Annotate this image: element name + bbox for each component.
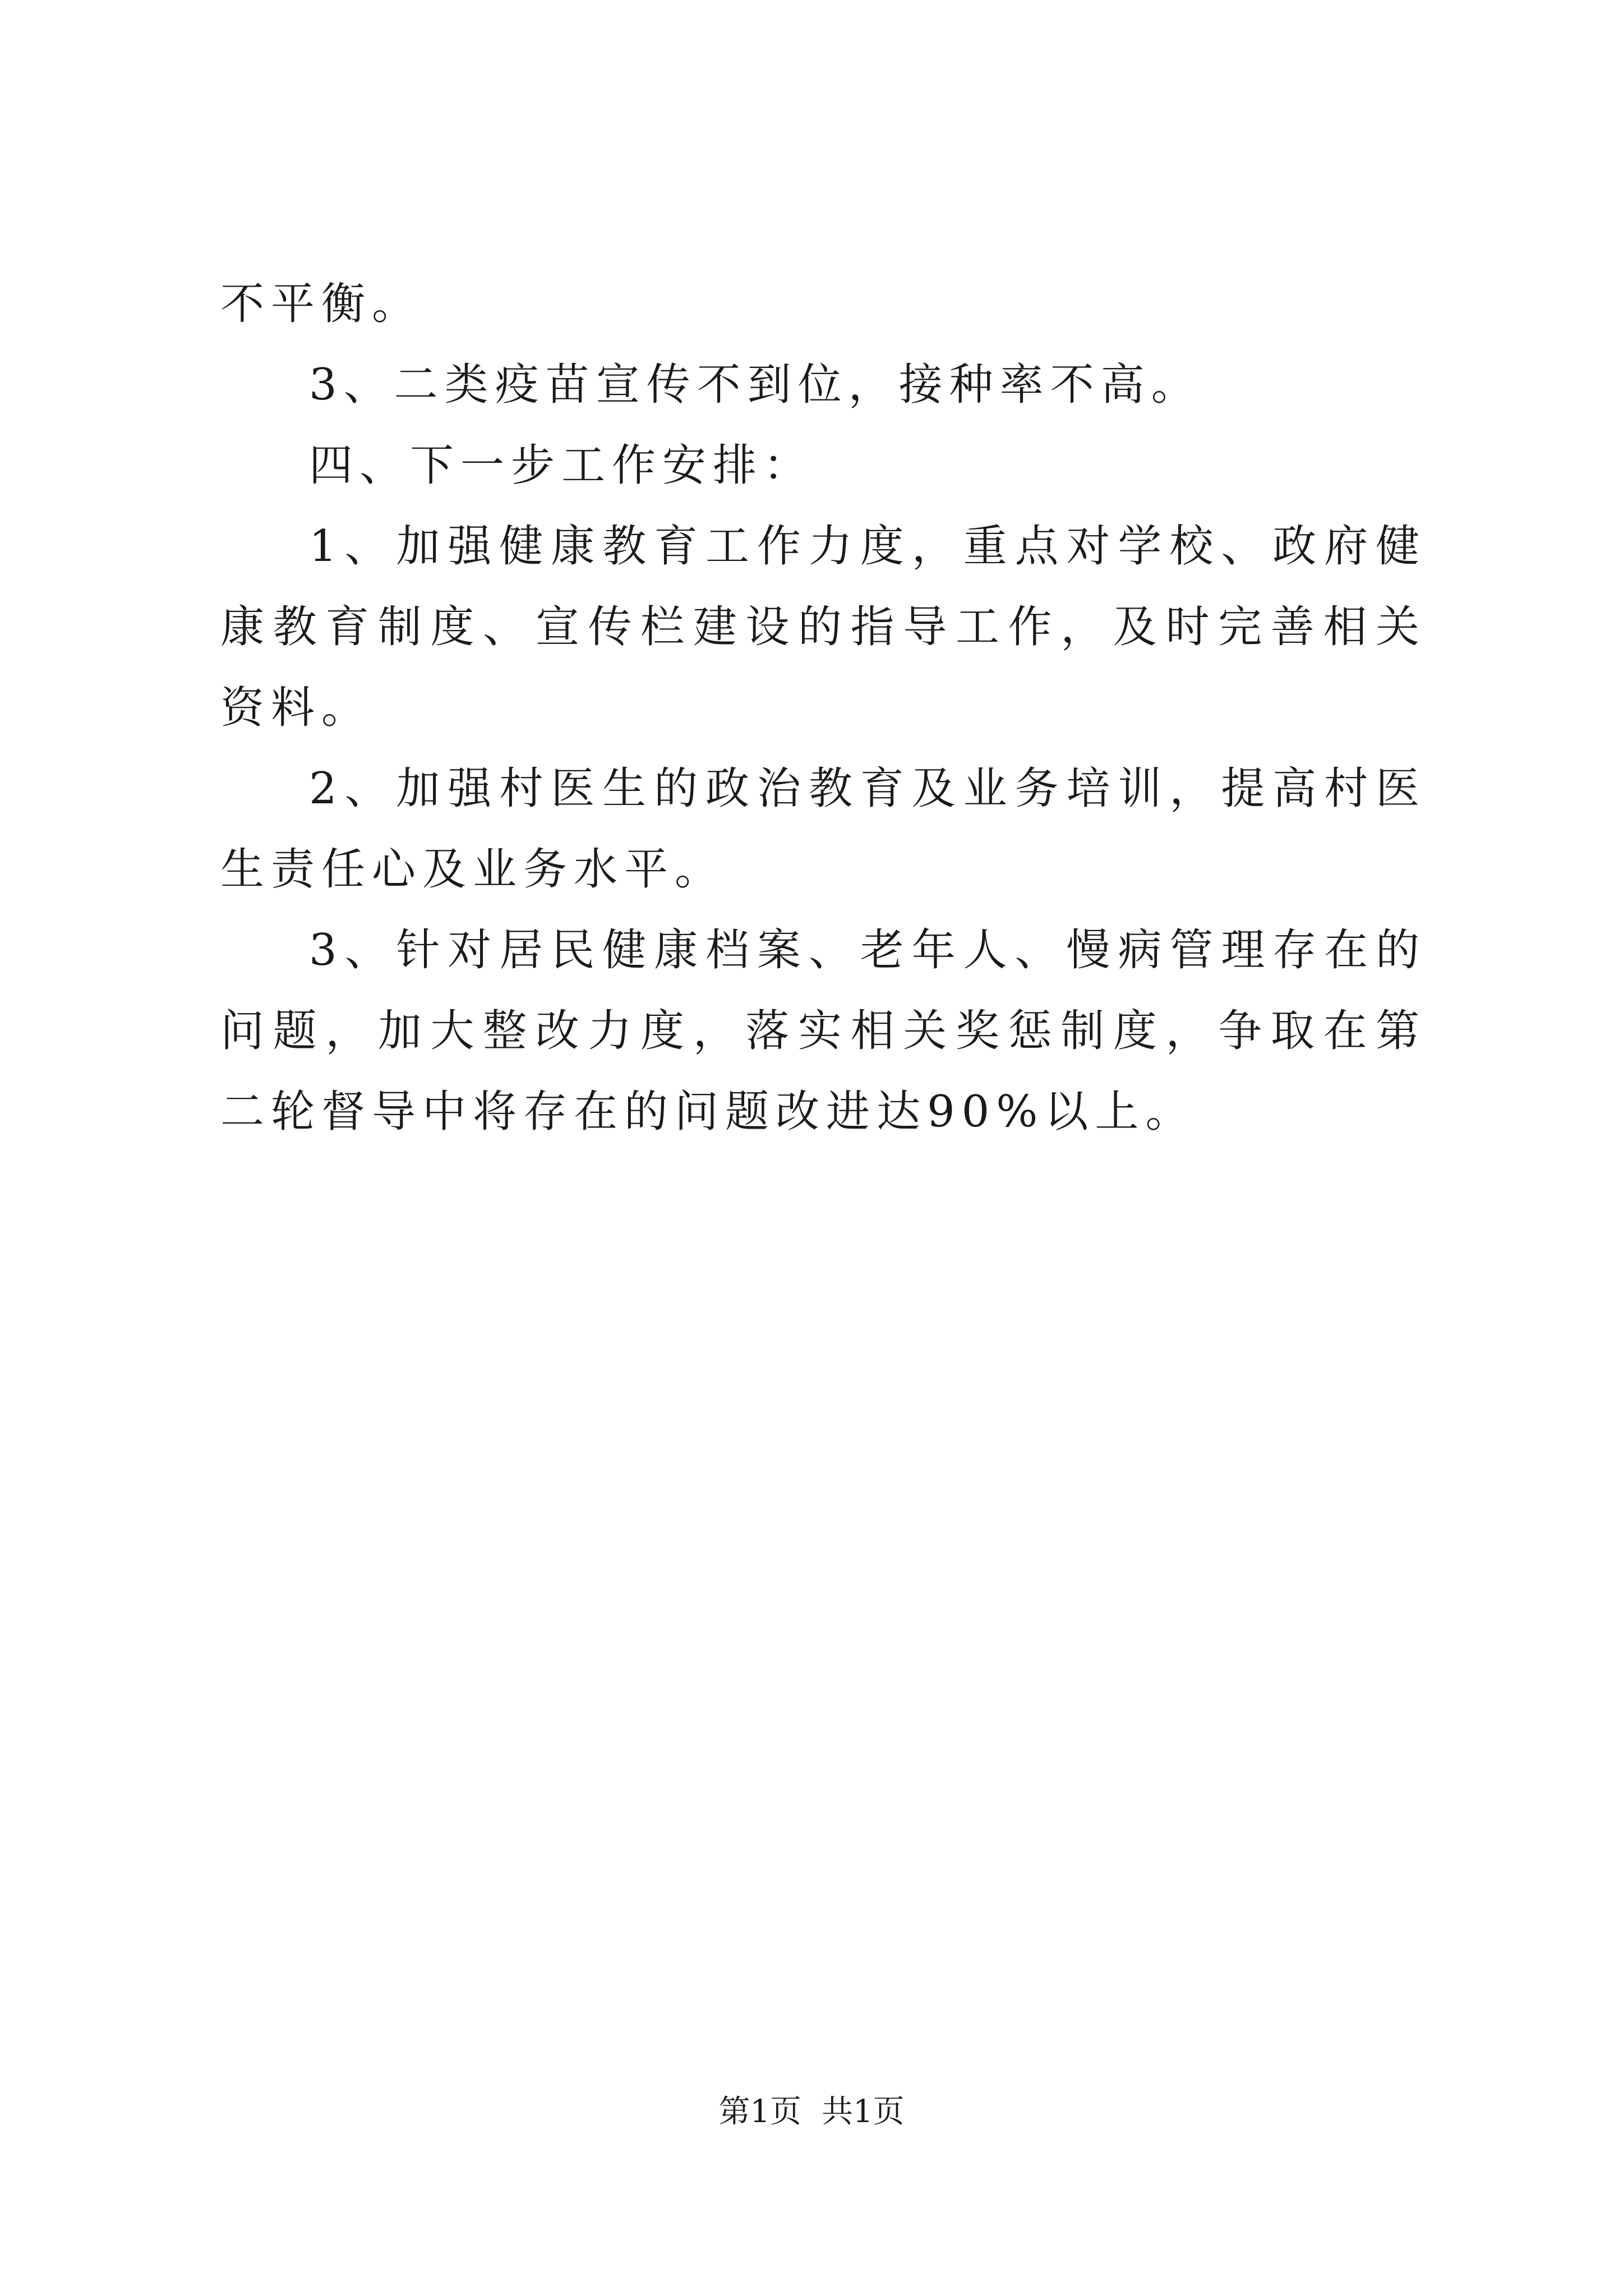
page-total: 共1页 [822, 2093, 905, 2130]
page-number: 第1页 [718, 2093, 801, 2130]
paragraph-5: 2、加强村医生的政治教育及业务培训，提高村医生责任心及业务水平。 [220, 763, 1426, 895]
paragraph-6: 3、针对居民健康档案、老年人、慢病管理存在的问题，加大整改力度，落实相关奖惩制度，争取在第二轮督导中将存在的问题改进达90%以上。 [220, 925, 1426, 1137]
page-footer [0, 2090, 1623, 2134]
document-body [220, 264, 1426, 1152]
section-heading: 四、下一步工作安排： [309, 440, 814, 491]
paragraph-1: 不平衡。 [220, 279, 423, 329]
paragraph-2: 3、二类疫苗宣传不到位，接种率不高。 [309, 360, 1202, 410]
paragraph-4: 1、加强健康教育工作力度，重点对学校、政府健康教育制度、宣传栏建设的指导工作，及时完善相关资料。 [220, 521, 1426, 733]
